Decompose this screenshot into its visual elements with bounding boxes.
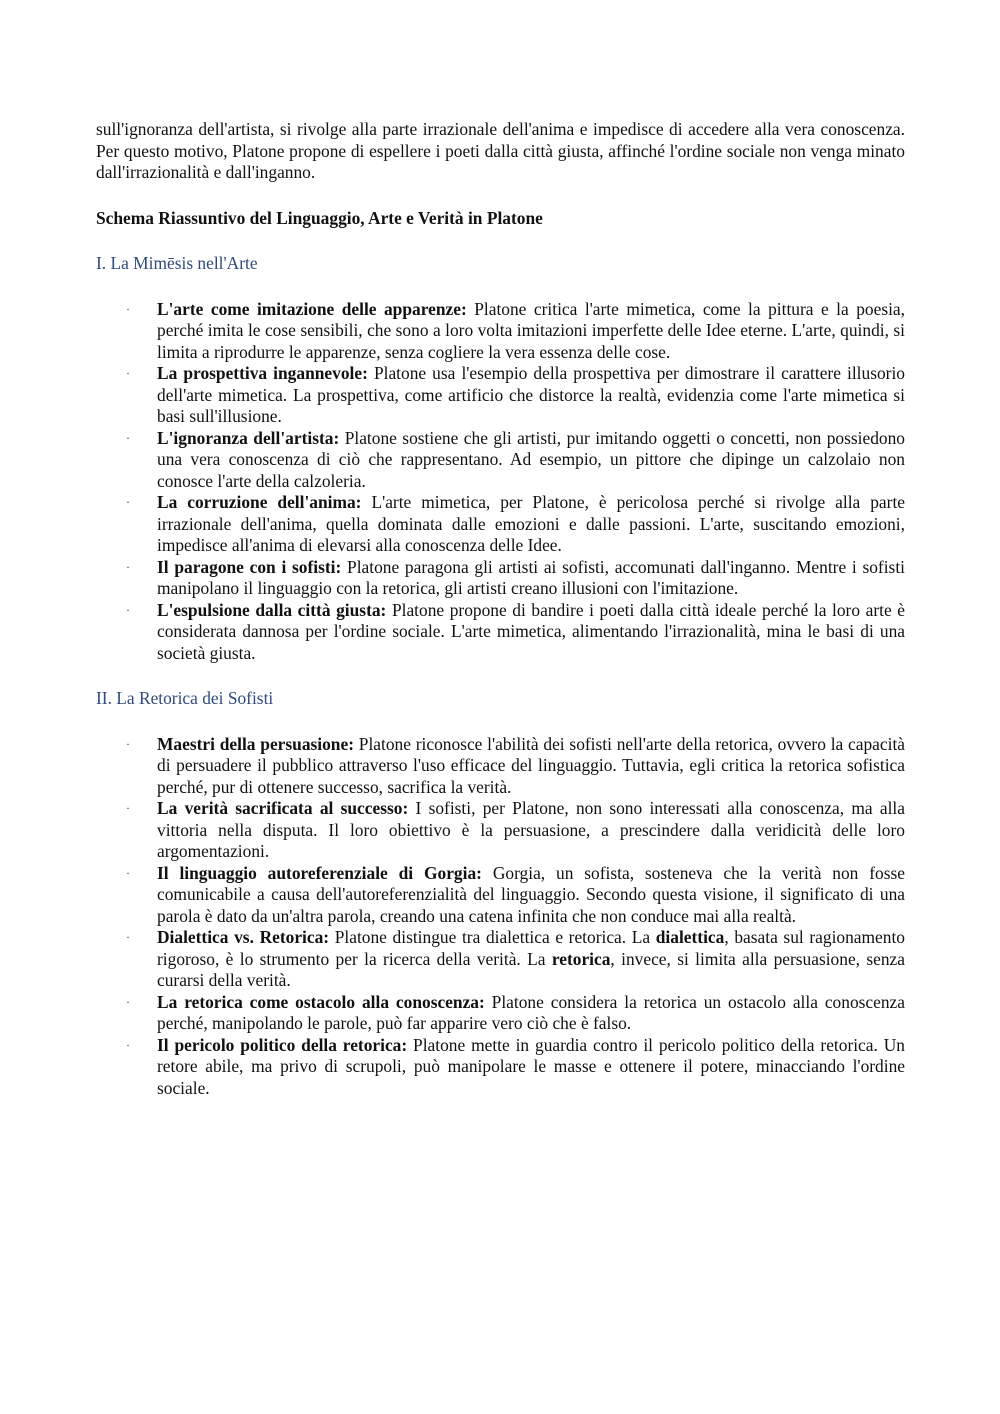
list-item (96, 798, 905, 863)
item-lead: La verità sacrificata al successo: (157, 798, 409, 818)
list-item (96, 428, 905, 493)
item-text: Platone sostiene che gli artisti, pur imitando oggetti o concetti, non possiedono una vera conoscenza di ciò che rappresentano. Ad esempio, un pittore che dipinge un calzolaio non conosce l'arte della calzoleria. (157, 427, 905, 491)
list-item (96, 299, 905, 364)
item-text-part: , basata sul ragionamento rigoroso, è lo strumento per la ricerca della verità. La (157, 927, 905, 969)
item-lead: La corruzione dell'anima: (157, 492, 362, 512)
item-lead: La retorica come ostacolo alla conoscenza: (157, 991, 485, 1012)
bullet-icon: · (126, 930, 130, 944)
item-lead: Dialettica vs. Retorica: (157, 927, 330, 947)
item-text: Platone propone di bandire i poeti dalla città ideale perché la loro arte è considerata dannosa per l'ordine sociale. L'arte mimetica, alimentando l'irrazionalità, mina le basi di una società giusta. (157, 599, 905, 663)
list-item (96, 557, 905, 600)
item-text-part: , invece, si limita alla persuasione, senza curarsi della verità. (157, 948, 905, 990)
item-text: L'arte mimetica, per Platone, è pericolosa perché si rivolge alla parte irrazionale dell'anima, quella dominata dalle emozioni e dalle passioni. L'arte, suscitando emozioni, impedisce all'anima di elevarsi alla conoscenza delle Idee. (157, 492, 905, 555)
item-lead: Il paragone con i sofisti: (157, 556, 342, 577)
list-item (96, 363, 905, 428)
item-lead: L'espulsione dalla città giusta: (157, 599, 387, 620)
list-item (96, 600, 905, 665)
bullet-icon: · (126, 602, 130, 617)
item-lead: Il linguaggio autoreferenziale di Gorgia: (157, 862, 482, 883)
item-text: I sofisti, per Platone, non sono interessati alla conoscenza, ma alla vittoria nella disputa. Il loro obiettivo è la persuasione, a prescindere dalla veridicità delle loro argomentazioni. (157, 798, 905, 861)
bullet-list-mimesis (96, 299, 905, 665)
list-item (96, 492, 905, 557)
bullet-icon: · (126, 301, 130, 316)
bullet-icon: · (126, 559, 130, 574)
item-lead: Il pericolo politico della retorica: (157, 1034, 408, 1055)
bullet-icon: · (126, 495, 130, 509)
item-text: Platone mette in guardia contro il pericolo politico della retorica. Un retore abile, ma privo di scrupoli, può manipolare le masse e ottenere il potere, minacciando l'ordine sociale. (157, 1034, 905, 1098)
list-item (96, 992, 905, 1035)
bullet-icon: · (126, 366, 130, 380)
intro-paragraph: sull'ignoranza dell'artista, si rivolge alla parte irrazionale dell'anima e impedisce di accedere alla vera conoscenza. Per questo motivo, Platone propone di espellere i poeti dalla città giusta, affinché l'ordine sociale non venga minato dall'irrazionalità e dall'inganno. (96, 119, 905, 182)
bullet-list-retorica (96, 734, 905, 1100)
document-page (96, 119, 905, 1099)
bullet-icon: · (126, 1037, 130, 1052)
bullet-icon: · (126, 865, 130, 880)
item-text: Platone paragona gli artisti ai sofisti, accomunati dall'inganno. Mentre i sofisti manipolano il linguaggio con la retorica, gli artisti creano illusioni con l'imitazione. (157, 556, 905, 598)
item-text-part: Platone distingue tra dialettica e retorica. La (329, 927, 656, 947)
section-heading-retorica: II. La Retorica dei Sofisti (96, 688, 274, 708)
list-item (96, 927, 905, 992)
bullet-icon: · (126, 801, 130, 815)
item-text: Platone considera la retorica un ostacolo alla conoscenza perché, manipolando le parole, può far apparire vero ciò che è falso. (157, 991, 905, 1033)
bullet-icon: · (126, 430, 130, 445)
term-dialettica: dialettica (655, 927, 725, 947)
item-lead: L'ignoranza dell'artista: (157, 427, 340, 448)
item-lead: La prospettiva ingannevole: (157, 363, 368, 383)
list-item (96, 863, 905, 928)
document-title: Schema Riassuntivo del Linguaggio, Arte e Verità in Platone (96, 207, 543, 228)
item-lead: Maestri della persuasione: (157, 733, 354, 754)
item-text: Platone critica l'arte mimetica, come la pittura e la poesia, perché imita le cose sensibili, che sono a loro volta imitazioni imperfette delle Idee eterne. L'arte, quindi, si limita a riprodurre le apparenze, senza cogliere la vera essenza delle cose. (157, 298, 906, 362)
bullet-icon: · (126, 994, 130, 1009)
list-item (96, 734, 905, 799)
term-retorica: retorica (551, 948, 611, 969)
item-text: Platone riconosce l'abilità dei sofisti nell'arte della retorica, ovvero la capacità di persuadere il pubblico attraverso l'uso efficace del linguaggio. Tuttavia, egli critica la retorica sofistica perché, pur di ottenere successo, sacrifica la verità. (157, 733, 905, 797)
bullet-icon: · (126, 736, 130, 751)
section-heading-mimesis: I. La Mimēsis nell'Arte (96, 253, 258, 273)
item-lead: L'arte come imitazione delle apparenze: (157, 298, 467, 319)
item-text: Platone usa l'esempio della prospettiva per dimostrare il carattere illusorio dell'arte mimetica. La prospettiva, come artificio che distorce la realtà, evidenzia come l'arte mimetica si basi sull'illusione. (157, 363, 905, 426)
item-text: Gorgia, un sofista, sosteneva che la verità non fosse comunicabile a causa dell'autoreferenzialità del linguaggio. Secondo questa visione, il significato di una parola è dato da un'altra parola, creando una catena infinita che non conduce mai alla realtà. (157, 862, 905, 926)
list-item (96, 1035, 905, 1100)
